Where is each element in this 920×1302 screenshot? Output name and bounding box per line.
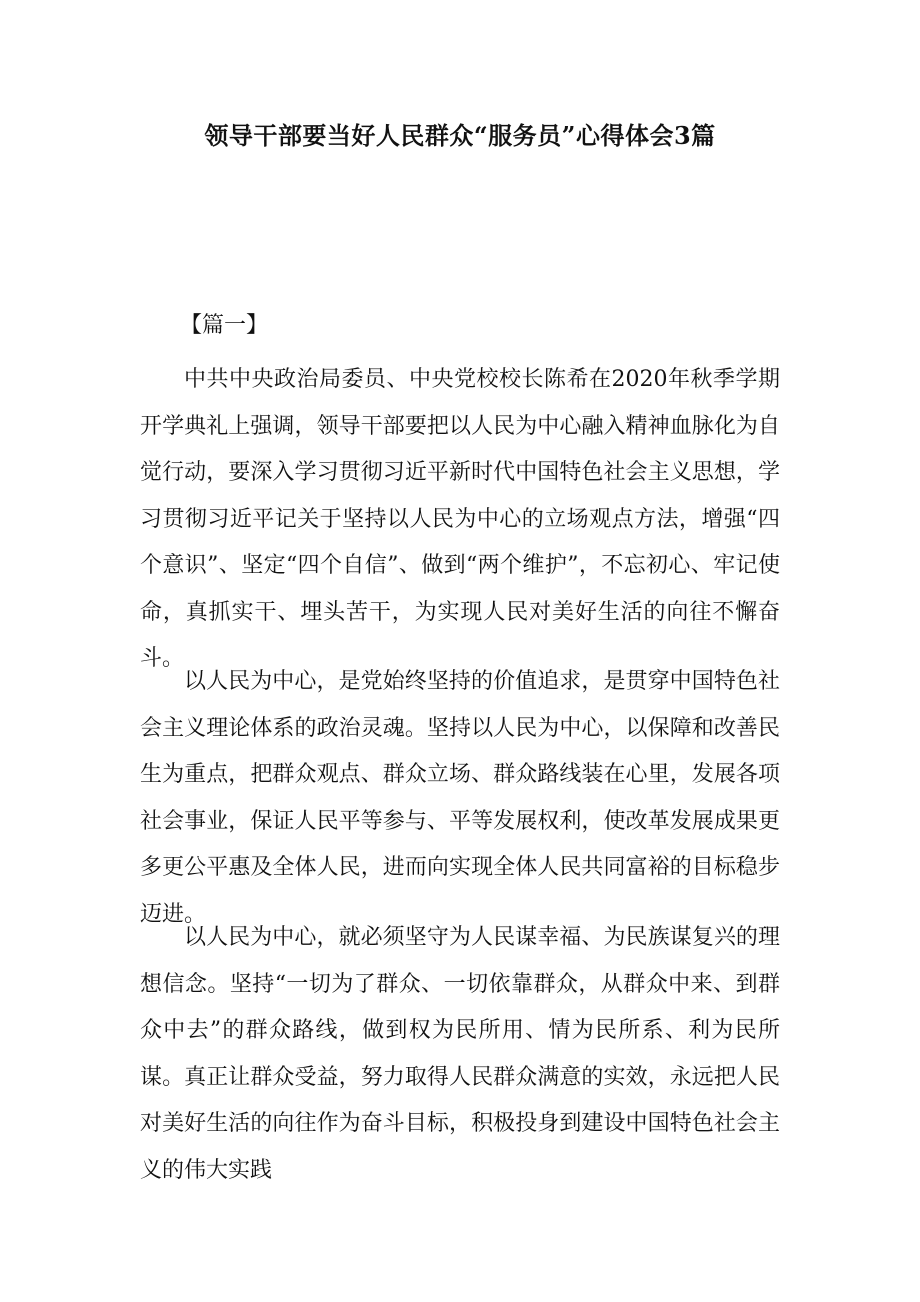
paragraph-1: 中共中央政治局委员、中央党校校长陈希在2020年秋季学期开学典礼上强调，领导干部要把以人民为中心融入精神血脉化为自觉行动，要深入学习贯彻习近平新时代中国特色社会主义思想，学习贯彻习近平记关于坚持以人民为中心的立场观点方法，增强“四个意识”、坚定“四个自信”、做到“两个维护”，不忘初心、牢记使命，真抓实干、埋头苦干，为实现人民对美好生活的向往不懈奋斗。 bbox=[140, 367, 780, 671]
paragraph-3: 以人民为中心，就必须坚守为人民谋幸福、为民族谋复兴的理想信念。坚持“一切为了群众、一切依靠群众，从群众中来、到群众中去”的群众路线，做到权为民所用、情为民所系、利为民所谋。真正让群众受益，努力取得人民群众满意的实效，永远把人民对美好生活的向往作为奋斗目标，积极投身到建设中国特色社会主义的伟大实践 bbox=[140, 925, 780, 1183]
paragraph-2: 以人民为中心，是党始终坚持的价值追求，是贯穿中国特色社会主义理论体系的政治灵魂。坚持以人民为中心，以保障和改善民生为重点，把群众观点、群众立场、群众路线装在心里，发展各项社会事业，保证人民平等参与、平等发展权利，使改革发展成果更多更公平惠及全体人民，进而向实现全体人民共同富裕的目标稳步迈进。 bbox=[140, 669, 780, 927]
document-title: 领导干部要当好人民群众“服务员”心得体会3篇 bbox=[204, 121, 716, 150]
section-label: 【篇一】 bbox=[180, 313, 269, 338]
